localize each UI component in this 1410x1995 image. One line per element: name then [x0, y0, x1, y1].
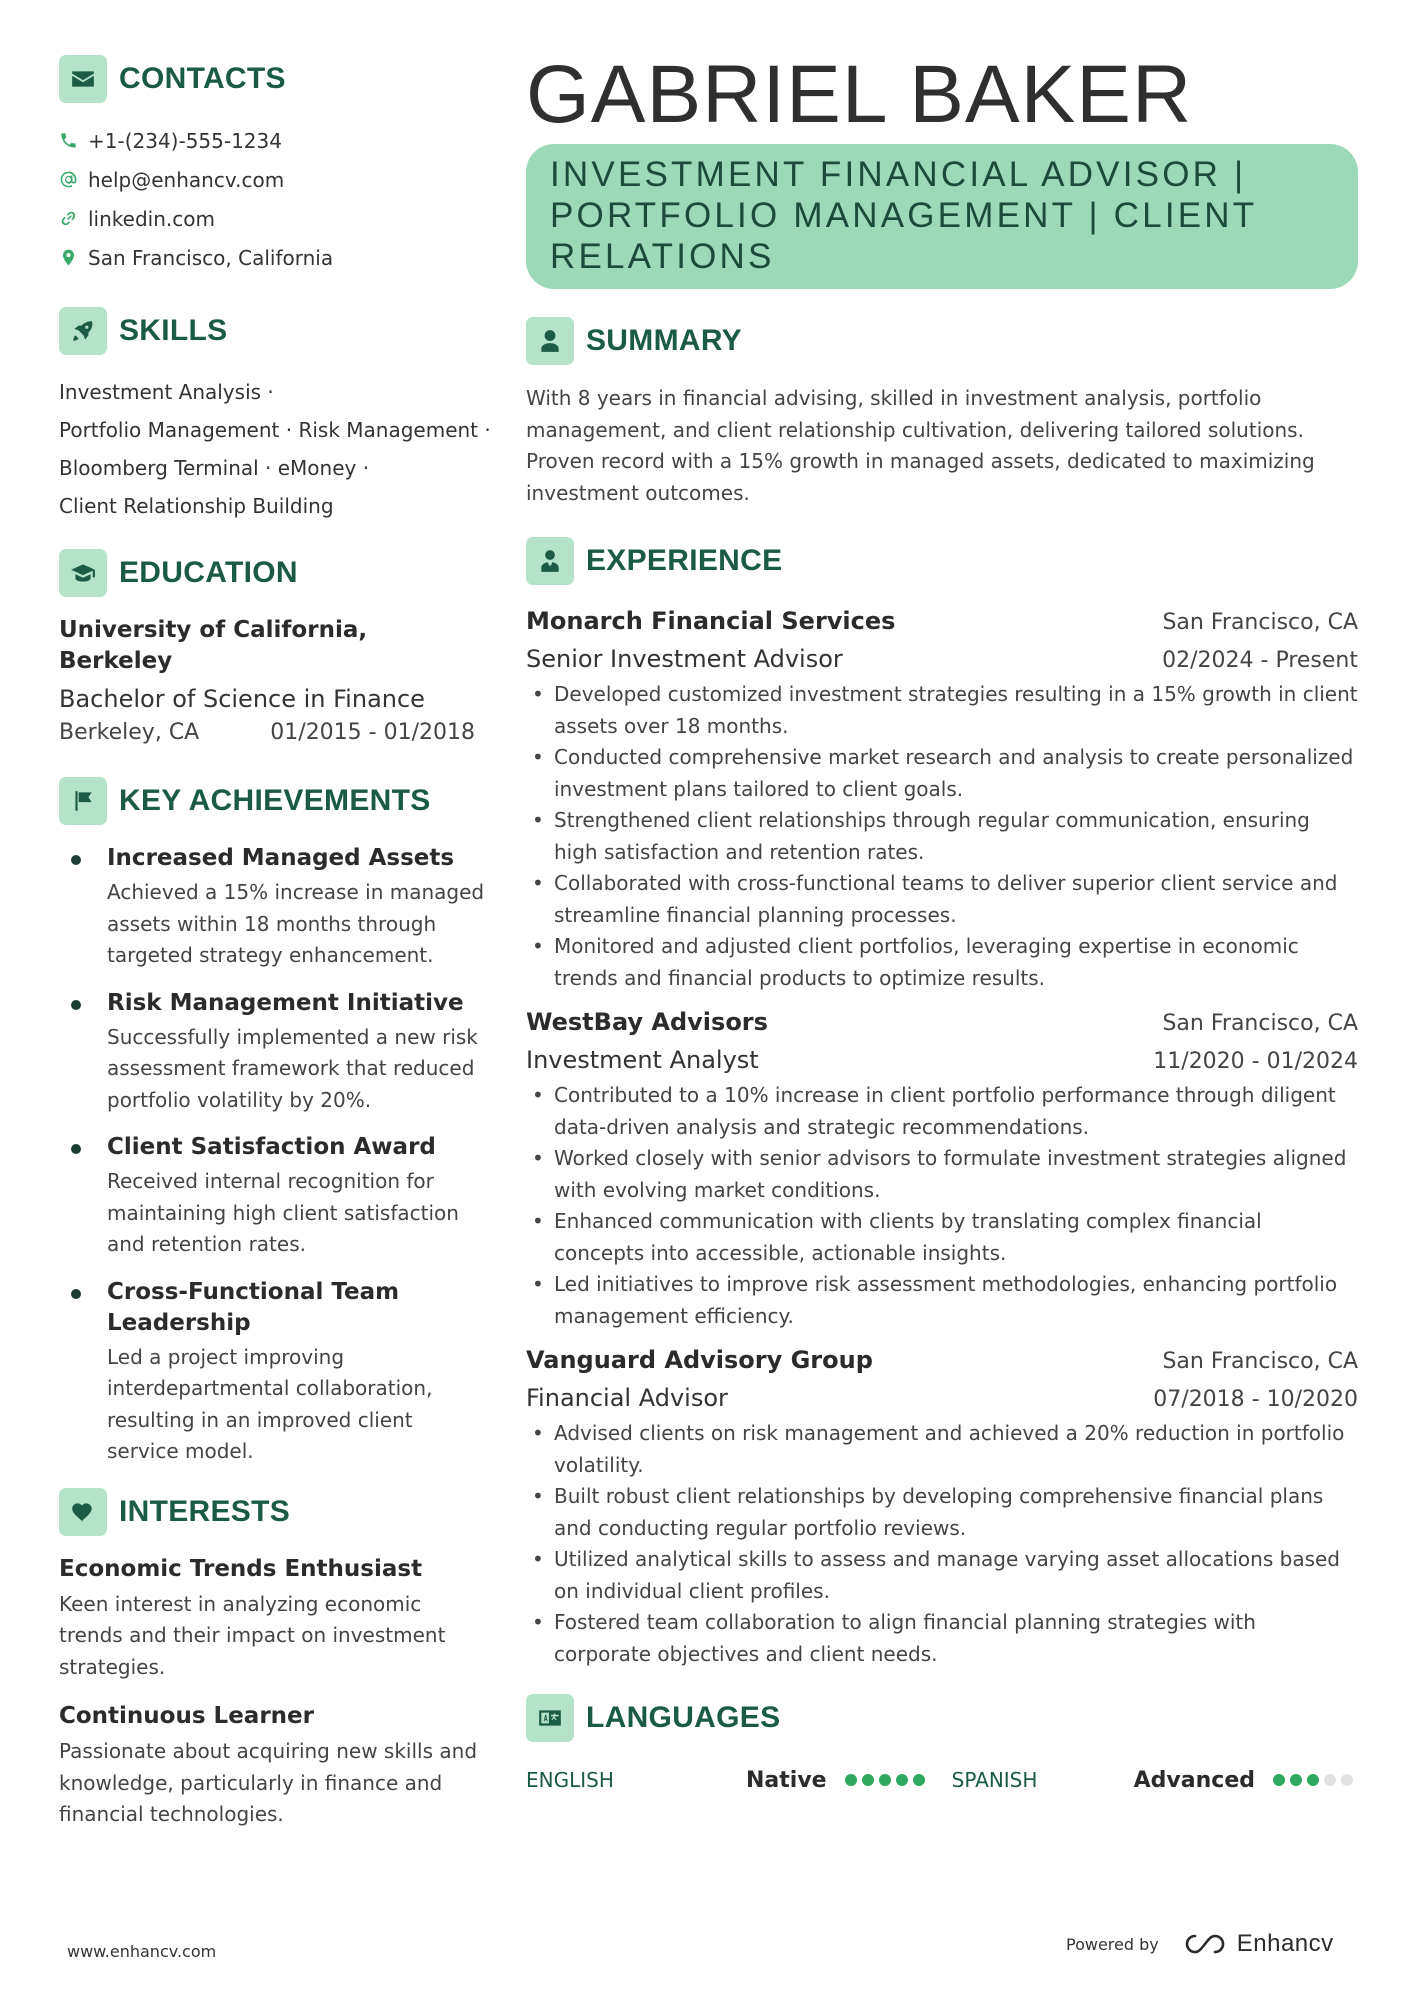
language-name: ENGLISH	[526, 1768, 614, 1792]
job-entry	[526, 1342, 1358, 1670]
footer-branding	[1066, 1930, 1334, 1958]
interest-item	[59, 1554, 489, 1684]
contacts-title: CONTACTS	[119, 62, 286, 95]
achievement-item	[59, 843, 489, 972]
job-location: San Francisco, CA	[1162, 1011, 1358, 1036]
rocket-icon	[59, 307, 107, 355]
contact-linkedin[interactable]	[59, 199, 489, 238]
proficiency-dot-filled	[862, 1774, 874, 1786]
education-meta	[59, 717, 475, 749]
education-dates: 01/2015 - 01/2018	[270, 720, 475, 745]
job-dates: 07/2018 - 10/2020	[1153, 1387, 1358, 1412]
proficiency-dot-filled	[896, 1774, 908, 1786]
phone-text: +1-(234)-555-1234	[88, 128, 282, 153]
job-role: Investment Analyst	[526, 1046, 759, 1074]
skills-list	[59, 373, 499, 525]
location-text: San Francisco, California	[88, 245, 334, 270]
job-bullet: • Developed customized investment strategies resulting in a 15% growth in client assets over 18 months.	[526, 679, 1358, 742]
phone-icon	[59, 131, 78, 150]
job-bullets	[526, 1080, 1358, 1332]
businessman-icon	[526, 537, 574, 585]
achievement-title: Increased Managed Assets	[107, 845, 455, 871]
job-entry	[526, 1004, 1358, 1332]
brand-name: Enhancv	[1236, 1930, 1334, 1957]
achievement-item	[59, 988, 489, 1117]
enhancv-logo-icon	[1183, 1931, 1229, 1957]
interest-item	[59, 1701, 489, 1831]
education-header	[59, 549, 489, 597]
proficiency-dot-empty	[1324, 1774, 1336, 1786]
email-text: help@enhancv.com	[88, 167, 285, 192]
interest-desc: Passionate about acquiring new skills and knowledge, particularly in finance and financial technologies.	[59, 1739, 478, 1826]
job-bullet: • Conducted comprehensive market research and analysis to create personalized investment plans tailored to client goals.	[526, 742, 1358, 805]
bullet-dot	[71, 855, 81, 865]
education-title: EDUCATION	[119, 556, 298, 589]
summary-title: SUMMARY	[586, 324, 742, 357]
proficiency-dot-filled	[1307, 1774, 1319, 1786]
proficiency-dot-filled	[879, 1774, 891, 1786]
powered-by-text: Powered by	[1066, 1934, 1159, 1954]
achievements-header	[59, 777, 489, 825]
contact-location	[59, 238, 489, 277]
language-item	[952, 1760, 1358, 1800]
linkedin-text: linkedin.com	[88, 206, 215, 231]
language-level: Native	[746, 1767, 827, 1793]
proficiency-dot-filled	[913, 1774, 925, 1786]
job-bullet: • Led initiatives to improve risk assessment methodologies, enhancing portfolio management efficiency.	[526, 1269, 1358, 1332]
skill-line: Bloomberg Terminal · eMoney ·	[59, 456, 370, 480]
language-item	[526, 1760, 952, 1800]
link-icon	[59, 209, 78, 228]
job-bullets	[526, 679, 1358, 994]
interests-title: INTERESTS	[119, 1494, 291, 1528]
bullet-dot	[71, 1289, 81, 1299]
proficiency-dot-filled	[1290, 1774, 1302, 1786]
proficiency-dot-empty	[1341, 1774, 1353, 1786]
location-pin-icon	[59, 248, 78, 267]
left-column	[59, 55, 489, 1849]
graduation-cap-icon	[59, 549, 107, 597]
languages-header	[526, 1694, 1358, 1742]
job-company: WestBay Advisors	[526, 1008, 768, 1036]
education-degree: Bachelor of Science in Finance	[59, 685, 425, 713]
job-bullet: • Strengthened client relationships through regular communication, ensuring high satisfaction and retention rates.	[526, 805, 1358, 868]
headline-box	[526, 144, 1358, 289]
proficiency-dot-filled	[1273, 1774, 1285, 1786]
skill-line: Investment Analysis ·	[59, 380, 274, 404]
achievement-item	[59, 1132, 489, 1261]
achievement-title: Risk Management Initiative	[107, 989, 464, 1016]
job-bullet: • Advised clients on risk management and achieved a 20% reduction in portfolio volatility.	[526, 1418, 1358, 1481]
interests-header	[59, 1488, 489, 1536]
flag-icon	[59, 777, 107, 825]
achievement-title: Client Satisfaction Award	[107, 1134, 436, 1160]
achievement-desc: Received internal recognition for maintaining high client satisfaction and retention rates.	[107, 1169, 459, 1256]
languages-list	[526, 1760, 1358, 1800]
interest-title: Continuous Learner	[59, 1703, 314, 1729]
skill-line: Portfolio Management · Risk Management ·	[59, 418, 491, 442]
job-bullet: • Built robust client relationships by developing comprehensive financial plans and conducting regular portfolio reviews.	[526, 1481, 1358, 1544]
skills-header	[59, 307, 489, 355]
job-bullet: • Worked closely with senior advisors to formulate investment strategies aligned with evolving market conditions.	[526, 1143, 1358, 1206]
candidate-name: GABRIEL BAKER	[526, 49, 1193, 140]
language-name: SPANISH	[951, 1768, 1038, 1792]
job-location: San Francisco, CA	[1162, 610, 1358, 635]
achievement-desc: Led a project improving interdepartmental collaboration, resulting in an improved client service model.	[107, 1344, 433, 1463]
job-dates: 11/2020 - 01/2024	[1153, 1049, 1358, 1074]
achievement-desc: Achieved a 15% increase in managed assets within 18 months through targeted strategy enhancement.	[107, 880, 485, 967]
headline-text: INVESTMENT FINANCIAL ADVISOR | PORTFOLIO MANAGEMENT | CLIENT RELATIONS	[550, 155, 1257, 276]
interest-title: Economic Trends Enthusiast	[59, 1555, 423, 1582]
job-subheader	[526, 641, 1358, 679]
contact-phone[interactable]	[59, 121, 489, 160]
job-subheader	[526, 1042, 1358, 1080]
language-level: Advanced	[1133, 1767, 1255, 1793]
job-subheader	[526, 1380, 1358, 1418]
proficiency-dots	[1273, 1774, 1358, 1786]
job-bullet: • Monitored and adjusted client portfolios, leveraging expertise in economic trends and financial products to optimize results.	[526, 931, 1358, 994]
job-bullet: • Enhanced communication with clients by translating complex financial concepts into accessible, actionable insights.	[526, 1206, 1358, 1269]
achievements-title: KEY ACHIEVEMENTS	[119, 784, 431, 817]
job-location: San Francisco, CA	[1162, 1349, 1358, 1374]
job-company: Monarch Financial Services	[526, 607, 896, 635]
proficiency-dot-filled	[845, 1774, 857, 1786]
job-header	[526, 603, 1358, 641]
job-entry	[526, 603, 1358, 994]
job-role: Senior Investment Advisor	[526, 645, 843, 673]
job-header	[526, 1004, 1358, 1042]
summary-header	[526, 317, 1358, 365]
contacts-header	[59, 55, 489, 103]
achievement-title: Cross-Functional Team Leadership	[107, 1278, 400, 1336]
skill-line: Client Relationship Building	[59, 494, 334, 518]
job-dates: 02/2024 - Present	[1162, 648, 1358, 673]
language-icon	[526, 1694, 574, 1742]
skills-title: SKILLS	[119, 314, 228, 347]
proficiency-dots	[845, 1774, 930, 1786]
job-bullet: • Contributed to a 10% increase in client portfolio performance through diligent data-driven analysis and strategic recommendations.	[526, 1080, 1358, 1143]
achievement-desc: Successfully implemented a new risk assessment framework that reduced portfolio volatility by 20%.	[107, 1024, 478, 1112]
job-header	[526, 1342, 1358, 1380]
experience-title: EXPERIENCE	[586, 544, 783, 577]
right-column	[526, 49, 1358, 1800]
achievements-list	[59, 843, 489, 1468]
envelope-icon	[59, 55, 107, 103]
job-bullets	[526, 1418, 1358, 1670]
education-location: Berkeley, CA	[59, 720, 200, 745]
job-bullet: • Collaborated with cross-functional teams to deliver superior client service and streamline financial planning processes.	[526, 868, 1358, 931]
footer-website[interactable]: www.enhancv.com	[67, 1942, 217, 1961]
person-icon	[526, 317, 574, 365]
job-bullet: • Utilized analytical skills to assess and manage varying asset allocations based on individual client profiles.	[526, 1544, 1358, 1607]
job-role: Financial Advisor	[526, 1384, 728, 1412]
interest-desc: Keen interest in analyzing economic trends and their impact on investment strategies.	[59, 1591, 446, 1679]
contact-email[interactable]	[59, 160, 489, 199]
job-company: Vanguard Advisory Group	[526, 1346, 873, 1374]
summary-text: With 8 years in financial advising, skilled in investment analysis, portfolio management, and client relationship cultivation, delivering tailored solutions. Proven record with a 15% growth in managed assets, dedicated to maximizing investment outcomes.	[526, 386, 1315, 505]
bullet-dot	[71, 1000, 81, 1010]
education-school: University of California, Berkeley	[59, 617, 368, 674]
achievement-item	[59, 1277, 489, 1468]
languages-title: LANGUAGES	[586, 1701, 781, 1734]
heart-icon	[59, 1488, 107, 1536]
job-bullet: • Fostered team collaboration to align financial planning strategies with corporate objectives and client needs.	[526, 1607, 1358, 1670]
at-icon	[59, 170, 78, 189]
experience-header	[526, 537, 1358, 585]
bullet-dot	[71, 1144, 81, 1154]
